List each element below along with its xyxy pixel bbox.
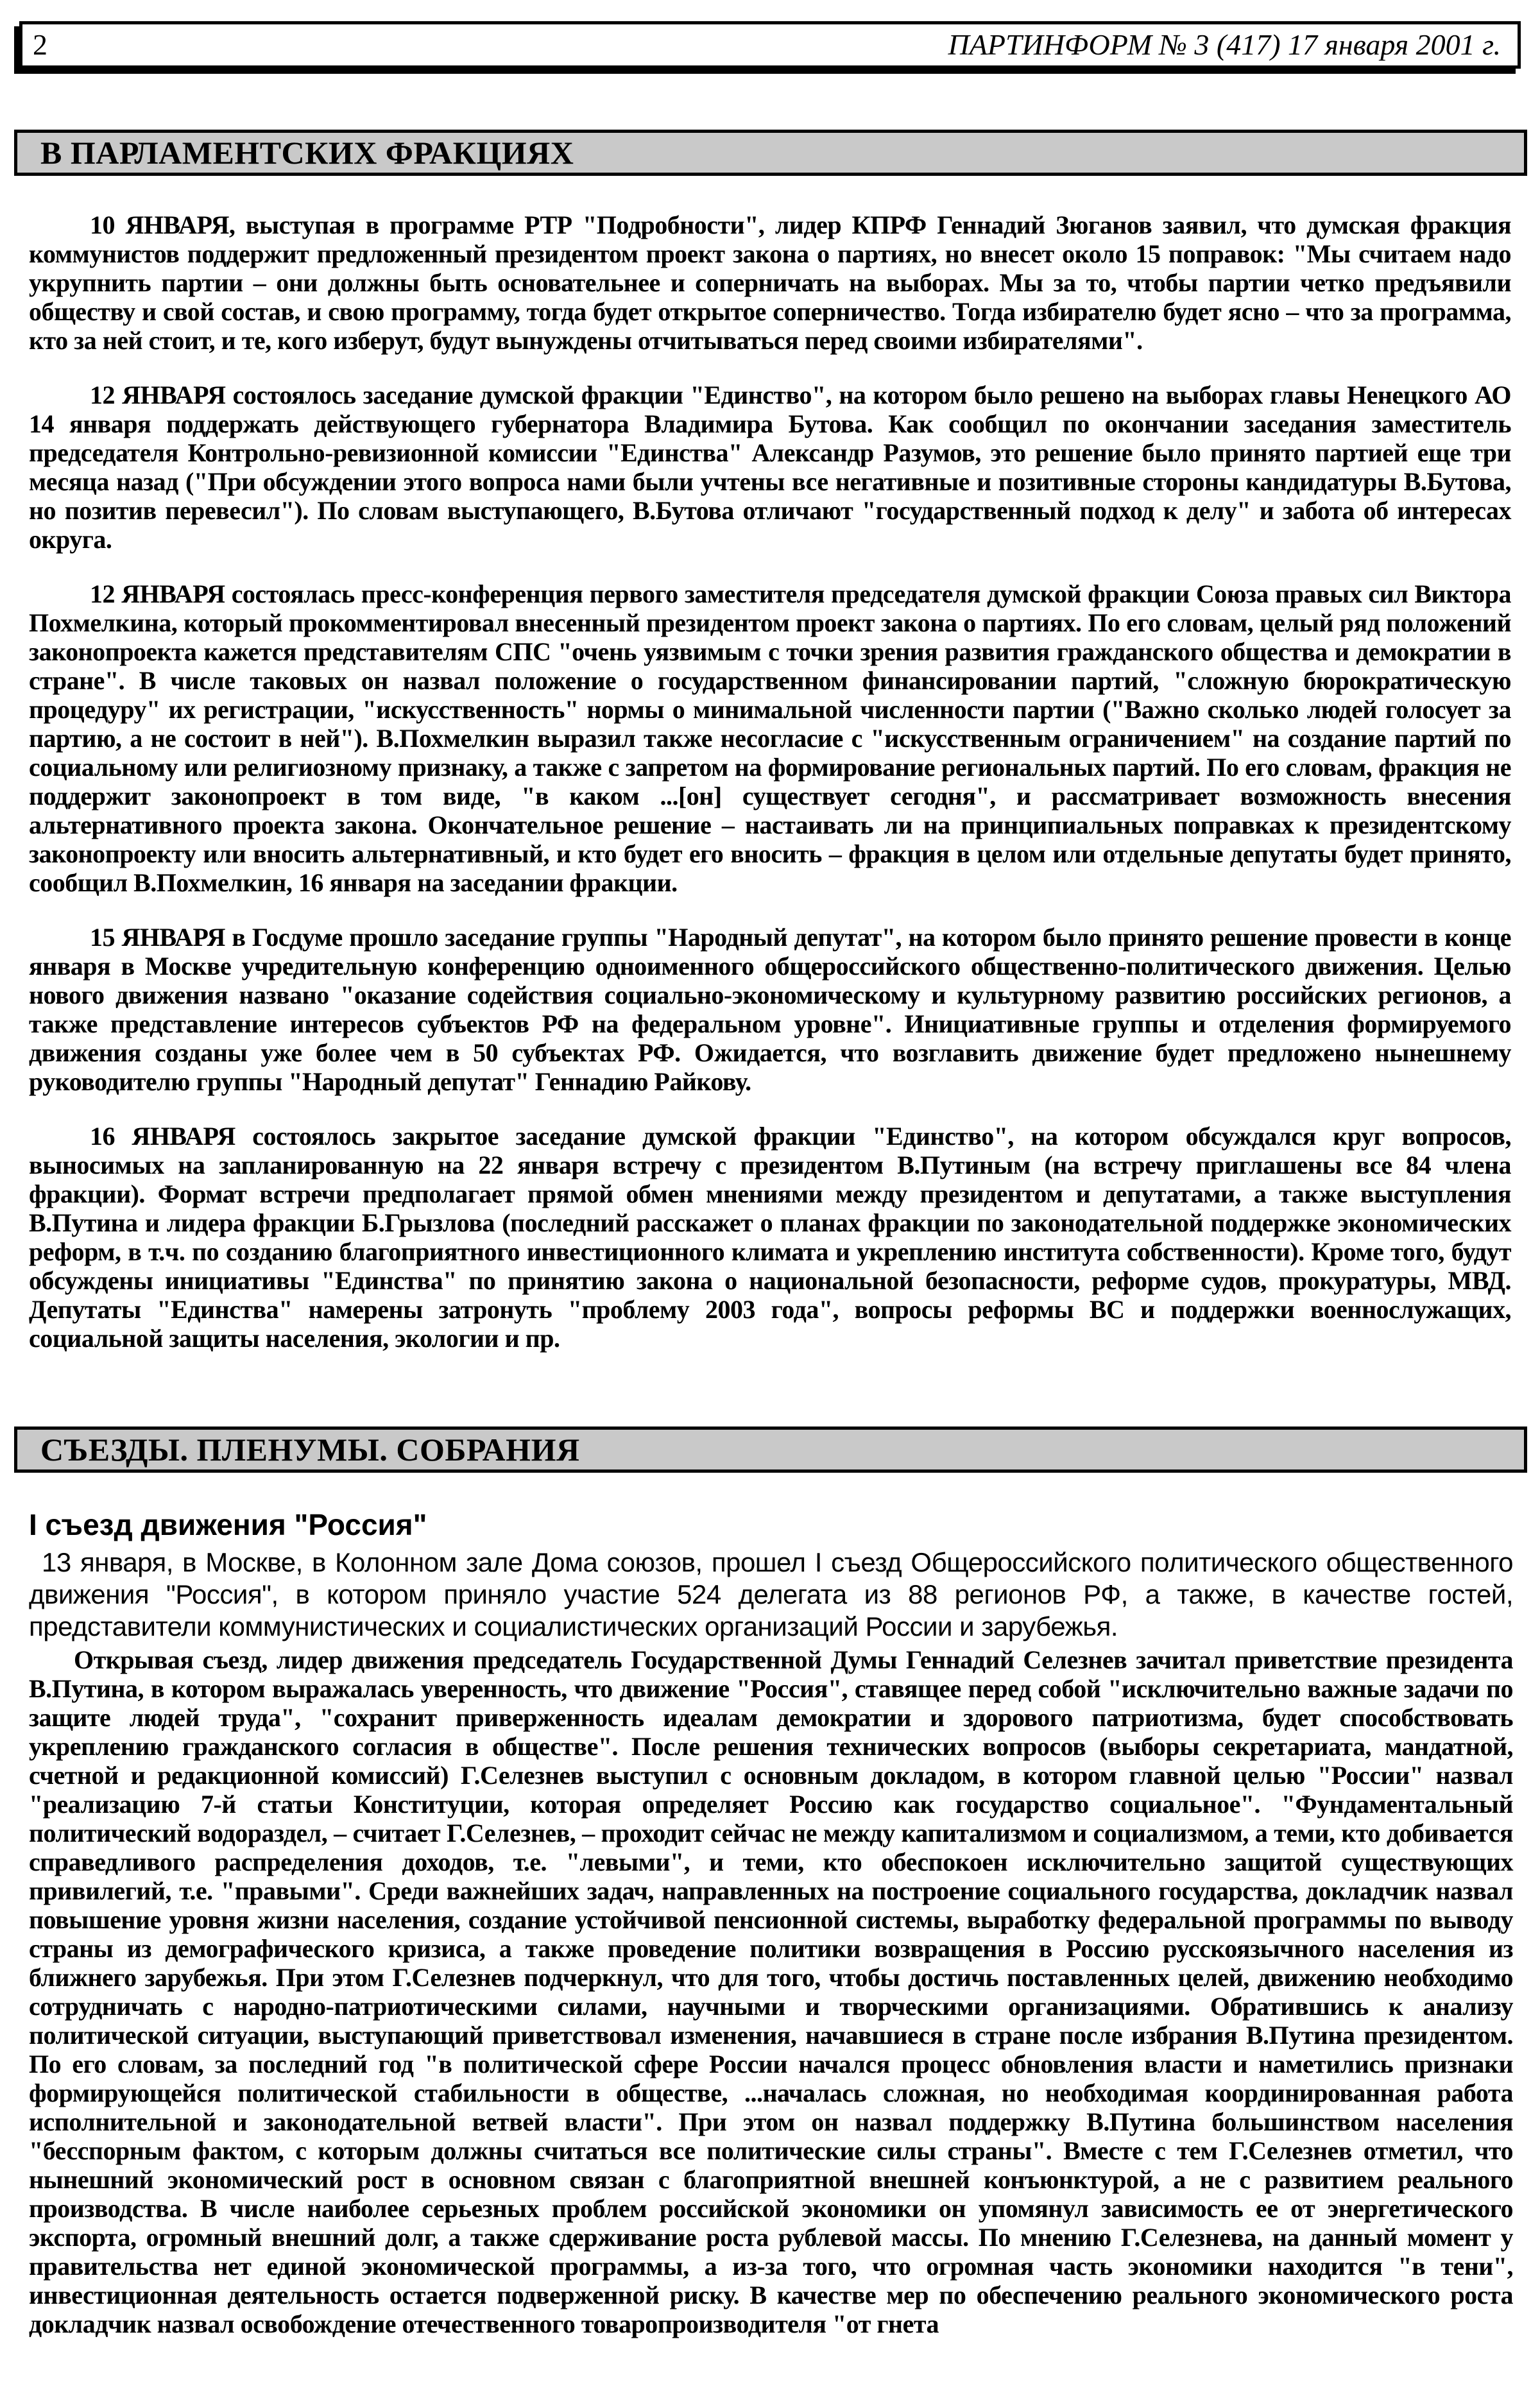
news-paragraph-jan15: 15 ЯНВАРЯ в Госдуме прошло заседание группы "Народный депутат", на котором было принято решение провести в конце января в Москве учредительную конференцию одноименного общероссийского общественно-политического движения. Целью нового движения названо "оказание содействия социально-экономическому и культурному развитию российских регионов, а также представление интересов субъектов РФ на федеральном уровне". Инициативные группы и отделения формируемого движения созданы уже более чем в 50 субъектах РФ. Ожидается, что возглавить движение будет предложено нынешнему руководителю группы "Народный депутат" Геннадию Райкову. <box>29 923 1511 1096</box>
news-paragraph-jan12-pokhmelkin: 12 ЯНВАРЯ состоялась пресс-конференция первого заместителя председателя думской фракции Союза правых сил Виктора Похмелкина, который прокомментировал внесенный президентом проект закона о партиях. По его словам, целый ряд положений законопроекта кажется представителям СПС "очень уязвимым с точки зрения развития гражданского общества и демократии в стране". В числе таковых он назвал положение о государственном финансировании партий, "сложную бюрократическую процедуру" их регистрации, "искусственность" нормы о минимальной численности партии ("Важно сколько людей голосует за партию, а не состоит в ней"). В.Похмелкин выразил также несогласие с "искусственным ограничением" на создание партий по социальному или религиозному признаку, а также с запретом на формирование региональных партий. По его словам, фракция не поддержит законопроект в том виде, "в каком ...[он] существует сегодня", и рассматривает возможность внесения альтернативного проекта закона. Окончательное решение – настаивать ли на принципиальных поправках к президентскому законопроекту или вносить альтернативный, и кто будет его вносить – фракция в целом или отдельные депутаты будет принято, сообщил В.Похмелкин, 16 января на заседании фракции. <box>29 579 1511 897</box>
masthead-title: ПАРТИНФОРМ № 3 (417) 17 января 2001 г. <box>948 28 1501 61</box>
news-paragraph-jan12-edinstvo: 12 ЯНВАРЯ состоялось заседание думской фракции "Единство", на котором было решено на выборах главы Ненецкого АО 14 января поддержать действующего губернатора Владимира Бутова. Как сообщил по окончании заседания заместитель председателя Контрольно-ревизионной комиссии "Единства" Александр Разумов, это решение было принято партией еще три месяца назад ("При обсуждении этого вопроса нами были учтены все негативные и позитивные стороны кандидатуры В.Бутова, но позитив перевесил"). По словам выступающего, В.Бутова отличают "государственный подход к делу" и забота об интересах округа. <box>29 381 1511 554</box>
article-lead-paragraph: 13 января, в Москве, в Колонном зале Дома союзов, прошел I съезд Общероссийского политического общественного движения "Россия", в котором приняло участие 524 делегата из 88 регионов РФ, а также, в качестве гостей, представители коммунистических и социалистических организаций России и зарубежья. <box>29 1547 1513 1641</box>
news-paragraph-jan16: 16 ЯНВАРЯ состоялось закрытое заседание думской фракции "Единство", на котором обсуждался круг вопросов, выносимых на запланированную на 22 января встречу с президентом В.Путиным (на встречу приглашены все 84 члена фракции). Формат встречи предполагает прямой обмен мнениями между президентом и депутатами, а также выступления В.Путина и лидера фракции Б.Грызлова (последний расскажет о планах фракции по законодательной поддержке экономических реформ, в т.ч. по созданию благоприятного инвестиционного климата и укреплению института собственности). Кроме того, будут обсуждены инициативы "Единства" по принятию закона о национальной безопасности, реформе судов, прокуратуры, МВД. Депутаты "Единства" намерены затронуть "проблему 2003 года", вопросы реформы ВС и поддержки военнослужащих, социальной защиты населения, экологии и пр. <box>29 1122 1511 1353</box>
article-subheading: I съезд движения "Россия" <box>29 1508 427 1541</box>
section-congresses <box>0 1509 1540 2338</box>
section-parliamentary-factions <box>0 210 1540 1353</box>
section-header-congresses: СЪЕЗДЫ. ПЛЕНУМЫ. СОБРАНИЯ <box>14 1427 1527 1473</box>
news-paragraph-jan10: 10 ЯНВАРЯ, выступая в программе РТР "Подробности", лидер КПРФ Геннадий Зюганов заявил, что думская фракция коммунистов поддержит предложенный президентом проект закона о партиях, но внесет около 15 поправок: "Мы считаем надо укрупнить партии – они должны быть основательнее и соперничать на выборах. Мы за то, чтобы партии четко предъявили обществу и свой состав, и свою программу, тогда будет открытое соперничество. Тогда избирателю будет ясно – что за программа, кто за ней стоит, и те, кого изберут, будут вынуждены отчитываться перед своими избирателями". <box>29 210 1511 355</box>
page-header <box>19 21 1521 69</box>
section-header-parliamentary-factions: В ПАРЛАМЕНТСКИХ ФРАКЦИЯХ <box>14 130 1527 176</box>
page-number: 2 <box>33 28 47 61</box>
article-body-paragraph: Открывая съезд, лидер движения председатель Государственной Думы Геннадий Селезнев зачитал приветствие президента В.Путина, в котором выражалась уверенность, что движение "Россия", ставящее перед собой "исключительно важные задачи по защите людей труда", "сохранит приверженность идеалам демократии и здорового патриотизма, будет способствовать укреплению гражданского согласия в обществе". После решения технических вопросов (выборы секретариата, мандатной, счетной и редакционной комиссий) Г.Селезнев выступил с основным докладом, в котором главной целью "России" назвал "реализацию 7-й статьи Конституции, которая определяет Россию как государство социальное". "Фундаментальный политический водораздел, – считает Г.Селезнев, – проходит сейчас не между капитализмом и социализмом, а теми, кто добивается справедливого распределения доходов, т.е. "левыми", и теми, кто обеспокоен исключительно защитой существующих привилегий, т.е. "правыми". Среди важнейших задач, направленных на построение социального государства, докладчик назвал повышение уровня жизни населения, создание устойчивой пенсионной системы, выработку федеральной программы по выводу страны из демографического кризиса, а также проведение политики возвращения в Россию русскоязычного населения из ближнего зарубежья. При этом Г.Селезнев подчеркнул, что для того, чтобы достичь поставленных целей, движению необходимо сотрудничать с народно-патриотическими силами, научными и творческими организациями. Обратившись к анализу политической ситуации, выступающий приветствовал изменения, начавшиеся в стране после избрания В.Путина президентом. По его словам, за последний год "в политической сфере России начался процесс обновления власти и наметились признаки формирующейся политической стабильности в обществе, ...началась сложная, но необходимая координированная работа исполнительной и законодательной ветвей власти". При этом он назвал поддержку В.Путина большинством населения "бесспорным фактом, с которым должны считаться все политические силы страны". Вместе с тем Г.Селезнев отметил, что нынешний экономический рост в основном связан с благоприятной внешней конъюнктурой, а не с развитием реального производства. В числе наиболее серьезных проблем российской экономики он упомянул зависимость ее от энергетического экспорта, огромный внешний долг, а также сдерживание роста рублевой массы. По мнению Г.Селезнева, на данный момент у правительства нет единой экономической программы, а из-за того, что огромная часть экономики находится "в тени", инвестиционная деятельность остается подверженной риску. В качестве мер по обеспечению реального экономического роста докладчик назвал освобождение отечественного товаропроизводителя "от гнета <box>29 1645 1513 2338</box>
